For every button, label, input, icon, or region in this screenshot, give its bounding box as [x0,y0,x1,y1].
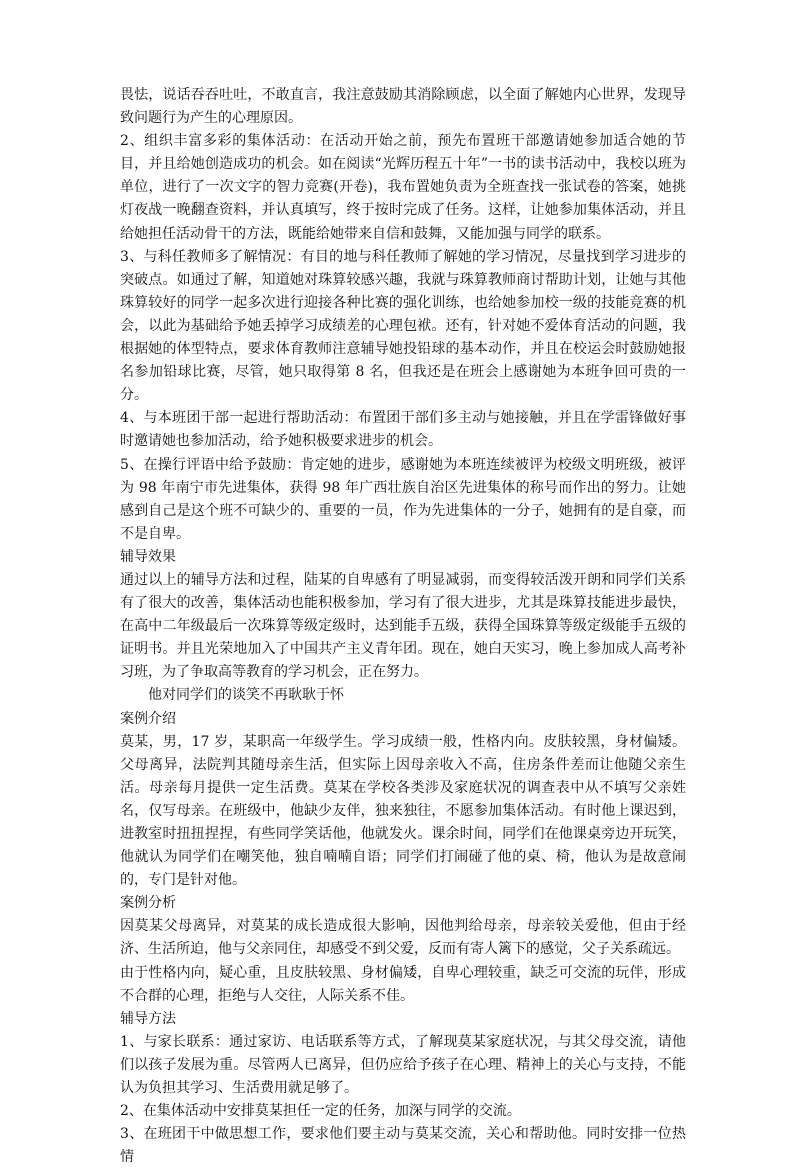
case-intro-paragraph: 莫某，男，17 岁，某职高一年级学生。学习成绩一般，性格内向。皮肤较黑，身材偏矮。父母离异，法院判其随母亲生活，但实际上因母亲收入不高，住房条件差而让他随父亲生活。母亲每月提供一定生活费。莫某在学校各类涉及家庭状况的调查表中从不填写父亲姓名，仅写母亲。在班级中，他缺少友伴，独来独往，不愿参加集体活动。有时他上课迟到，进教室时扭扭捏捏，有些同学笑话他，他就发火。课余时间，同学们在他课桌旁边开玩笑，他就认为同学们在嘲笑他，独自喃喃自语；同学们打闹碰了他的桌、椅，他认为是故意闹的，专门是针对他。 [120,733,686,889]
case-method-heading: 辅导方法 [120,1010,176,1027]
case-analysis-paragraph-1: 因莫某父母离异，对莫某的成长造成很大影响，因他判给母亲，母亲较关爱他，但由于经济、生活所迫，他与父亲同住，却感受不到父爱，反而有寄人篱下的感觉，父子关系疏远。 [120,918,686,958]
case-title: 他对同学们的谈笑不再耿耿于怀 [148,687,344,704]
method-item-3: 3、与科任教师多了解情况：有目的地与科任教师了解她的学习情况，尽量找到学习进步的突破点。如通过了解，知道她对珠算较感兴趣，我就与珠算教师商讨帮助计划，让她与其他珠算较好的同学一起多次进行迎接各种比赛的强化训练，也给她参加校一级的技能竞赛的机会，以此为基础给予她丢掉学习成绩差的心理包袱。还有，针对她不爱体育活动的问题，我根据她的体型特点，要求体育教师注意辅导她投铅球的基本动作，并且在校运会时鼓励她报名参加铅球比赛，尽管，她只取得第 8 名，但我还是在班会上感谢她为本班争回可贵的一分。 [120,248,686,404]
case-analysis-heading: 案例分析 [120,895,176,912]
method-item-5: 5、在操行评语中给予鼓励：肯定她的进步，感谢她为本班连续被评为校级文明班级，被评为 98 年南宁市先进集体，获得 98 年广西壮族自治区先进集体的称号而作出的努力。让她感到自己是这个班不可缺少的、重要的一员，作为先进集体的一分子，她拥有的是自豪，而不是自卑。 [120,456,686,542]
case-method-item-1: 1、与家长联系：通过家访、电话联系等方式，了解现莫某家庭状况，与其父母交流，请他们以孩子发展为重。尽管两人已离异，但仍应给予孩子在心理、精神上的关心与支持，不能认为负担其学习、生活费用就足够了。 [120,1033,686,1097]
method-item-4: 4、与本班团干部一起进行帮助活动：布置团干部们多主动与她接触，并且在学雷锋做好事时邀请她也参加活动，给予她积极要求进步的机会。 [120,410,686,450]
document-page [120,84,686,1169]
case-method-item-3: 3、在班团干中做思想工作，要求他们要主动与莫某交流，关心和帮助他。同时安排一位热情 [120,1126,686,1166]
intro-tail-paragraph: 畏怯，说话吞吞吐吐，不敢直言，我注意鼓励其消除顾虑，以全面了解她内心世界，发现导致问题行为产生的心理原因。 [120,87,686,127]
case-method-item-2: 2、在集体活动中安排莫某担任一定的任务，加深与同学的交流。 [120,1103,521,1120]
case-intro-heading: 案例介绍 [120,710,176,727]
effect-heading: 辅导效果 [120,548,176,565]
method-item-2: 2、组织丰富多彩的集体活动：在活动开始之前，预先布置班干部邀请她参加适合她的节目，并且给她创造成功的机会。如在阅读“光辉历程五十年”一书的读书活动中，我校以班为单位，进行了一次文字的智力竞赛(开卷)，我布置她负责为全班查找一张试卷的答案，她挑灯夜战一晚翻查资料，并认真填写，终于按时完成了任务。这样，让她参加集体活动，并且给她担任活动骨干的方法，既能给她带来自信和鼓舞，又能加强与同学的联系。 [120,133,686,242]
case-analysis-paragraph-2: 由于性格内向，疑心重，且皮肤较黑、身材偏矮，自卑心理较重，缺乏可交流的玩伴，形成不合群的心理，拒绝与人交往，人际关系不佳。 [120,964,686,1004]
effect-paragraph: 通过以上的辅导方法和过程，陆某的自卑感有了明显减弱，而变得较活泼开朗和同学们关系有了很大的改善，集体活动也能积极参加，学习有了很大进步，尤其是珠算技能进步最快，在高中二年级最后一次珠算等级定级时，达到能手五级，获得全国珠算等级定级能手五级的证明书。并且光荣地加入了中国共产主义青年团。现在，她白天实习，晚上参加成人高考补习班，为了争取高等教育的学习机会，正在努力。 [120,571,686,681]
